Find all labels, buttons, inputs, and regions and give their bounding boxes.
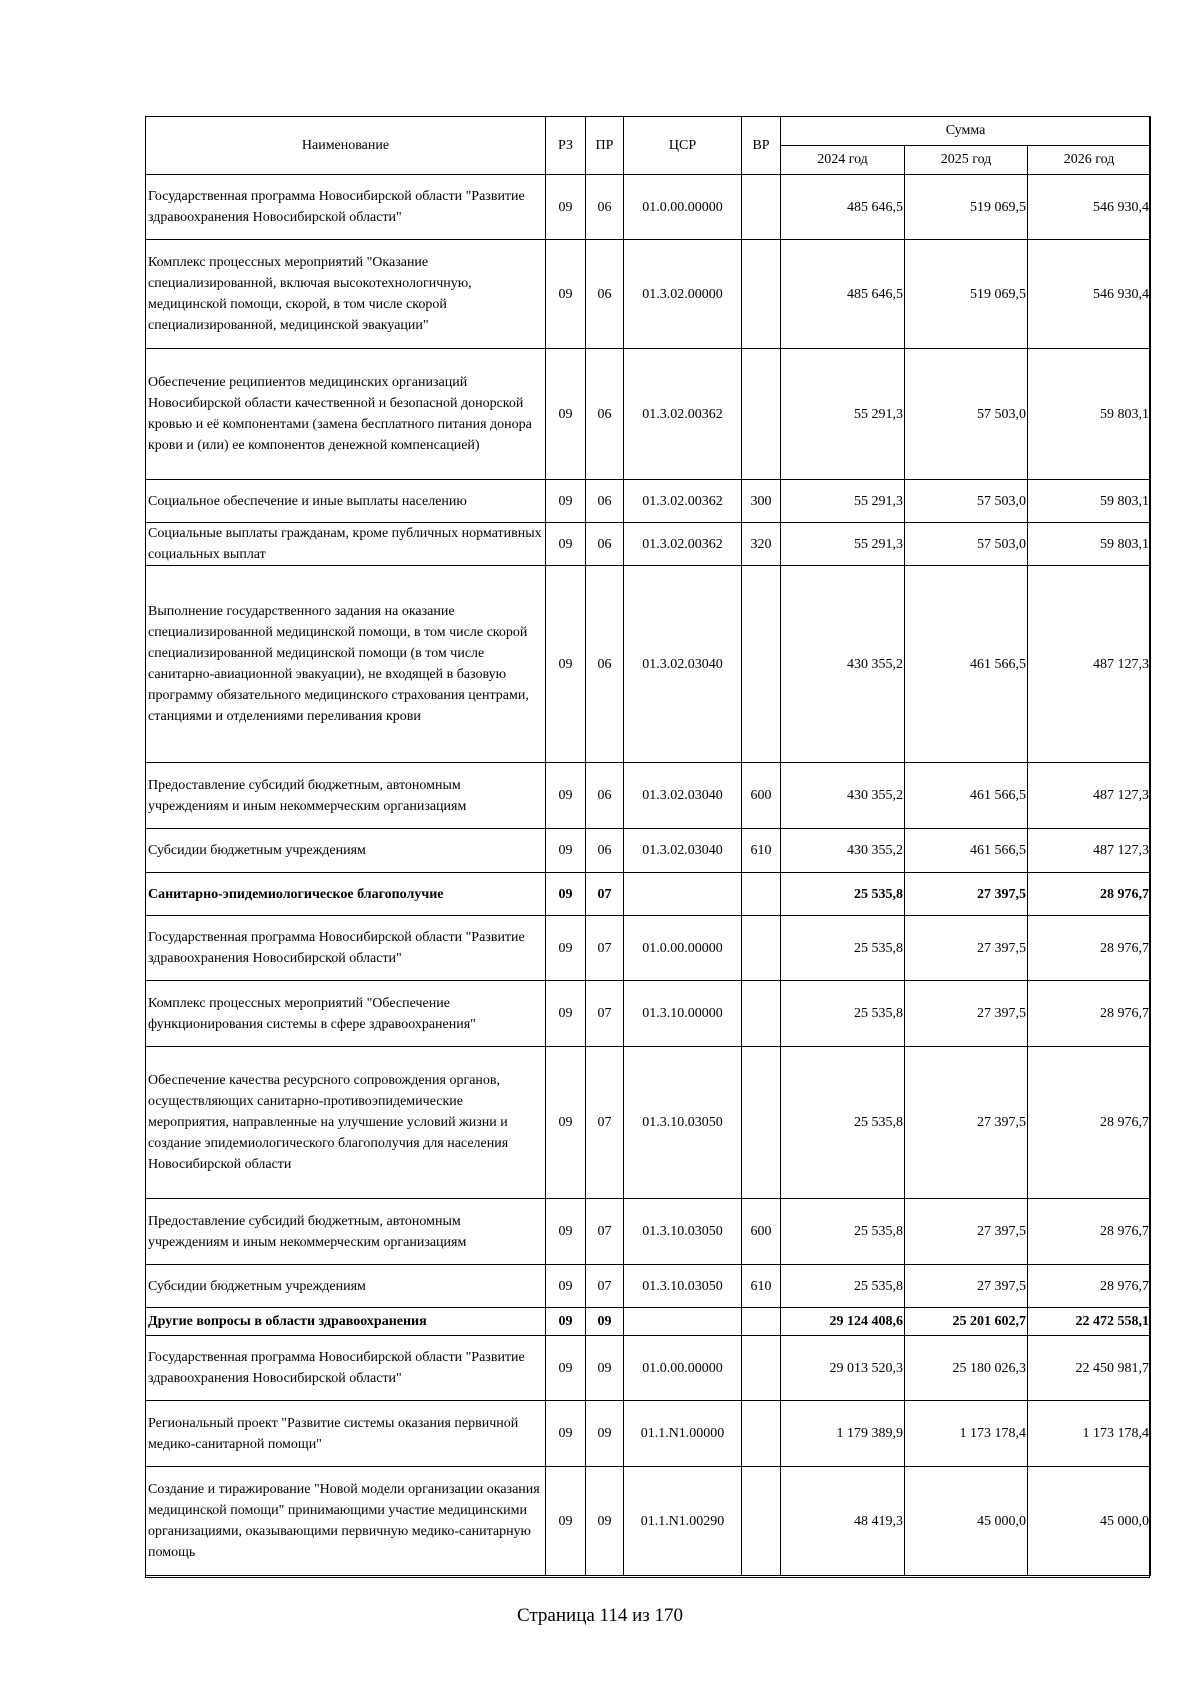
- row-sum-2026: 22 450 981,7: [1028, 1336, 1151, 1401]
- row-name: Комплекс процессных мероприятий "Обеспечение функционирования системы в сфере здравоохранения": [146, 981, 546, 1047]
- row-sum-2024: 430 355,2: [781, 763, 905, 829]
- row-sum-2026: 487 127,3: [1028, 566, 1151, 763]
- row-pr: 06: [586, 763, 624, 829]
- row-sum-2026: 45 000,0: [1028, 1467, 1151, 1576]
- row-sum-2024: 48 419,3: [781, 1467, 905, 1576]
- row-rz: 09: [546, 240, 586, 349]
- row-sum-2025: 25 201 602,7: [905, 1308, 1028, 1336]
- row-pr: 07: [586, 981, 624, 1047]
- row-rz: 09: [546, 523, 586, 566]
- row-sum-2025: 27 397,5: [905, 873, 1028, 916]
- row-sum-2024: 55 291,3: [781, 523, 905, 566]
- row-sum-2026: 59 803,1: [1028, 349, 1151, 480]
- row-rz: 09: [546, 175, 586, 240]
- row-sum-2024: 55 291,3: [781, 349, 905, 480]
- table-row: [146, 240, 1151, 349]
- row-name: Государственная программа Новосибирской области "Развитие здравоохранения Новосибирской области": [146, 175, 546, 240]
- row-sum-2025: 25 180 026,3: [905, 1336, 1028, 1401]
- row-pr: 06: [586, 240, 624, 349]
- row-sum-2026: 59 803,1: [1028, 523, 1151, 566]
- row-vr: [742, 240, 781, 349]
- table-row: [146, 1467, 1151, 1576]
- row-csr: [624, 873, 742, 916]
- row-name: Обеспечение реципиентов медицинских организаций Новосибирской области качественной и безопасной донорской кровью и её компонентами (замена бесплатного питания донора крови и (или) ее компонентов денежной компенсацией): [146, 349, 546, 480]
- row-sum-2026: 59 803,1: [1028, 480, 1151, 523]
- row-vr: [742, 1047, 781, 1199]
- table-header: [146, 117, 1151, 175]
- row-sum-2026: 1 173 178,4: [1028, 1401, 1151, 1467]
- row-csr: 01.3.02.03040: [624, 566, 742, 763]
- row-sum-2025: 45 000,0: [905, 1467, 1028, 1576]
- header-pr: ПР: [586, 117, 624, 175]
- row-sum-2024: 485 646,5: [781, 240, 905, 349]
- row-name: Социальные выплаты гражданам, кроме публичных нормативных социальных выплат: [146, 523, 546, 566]
- table-row: [146, 1401, 1151, 1467]
- row-name: Социальное обеспечение и иные выплаты населению: [146, 480, 546, 523]
- row-pr: 07: [586, 916, 624, 981]
- row-sum-2025: 27 397,5: [905, 1047, 1028, 1199]
- row-vr: [742, 566, 781, 763]
- table-row: [146, 349, 1151, 480]
- row-vr: 610: [742, 829, 781, 873]
- row-sum-2025: 27 397,5: [905, 916, 1028, 981]
- row-sum-2024: 55 291,3: [781, 480, 905, 523]
- row-pr: 06: [586, 175, 624, 240]
- row-rz: 09: [546, 480, 586, 523]
- row-sum-2024: 25 535,8: [781, 1199, 905, 1265]
- row-rz: 09: [546, 763, 586, 829]
- row-vr: [742, 1336, 781, 1401]
- row-pr: 06: [586, 829, 624, 873]
- header-rz: РЗ: [546, 117, 586, 175]
- row-pr: 09: [586, 1336, 624, 1401]
- header-2026: 2026 год: [1028, 146, 1151, 175]
- header-vr: ВР: [742, 117, 781, 175]
- row-sum-2025: 27 397,5: [905, 1265, 1028, 1308]
- row-pr: 06: [586, 566, 624, 763]
- header-csr: ЦСР: [624, 117, 742, 175]
- table-row: [146, 1336, 1151, 1401]
- row-pr: 07: [586, 1265, 624, 1308]
- row-sum-2026: 28 976,7: [1028, 1047, 1151, 1199]
- row-rz: 09: [546, 1047, 586, 1199]
- row-name: Региональный проект "Развитие системы оказания первичной медико-санитарной помощи": [146, 1401, 546, 1467]
- row-pr: 09: [586, 1467, 624, 1576]
- row-sum-2024: 29 124 408,6: [781, 1308, 905, 1336]
- row-name: Субсидии бюджетным учреждениям: [146, 829, 546, 873]
- row-sum-2024: 1 179 389,9: [781, 1401, 905, 1467]
- table-row: [146, 1265, 1151, 1308]
- row-pr: 06: [586, 349, 624, 480]
- row-pr: 06: [586, 523, 624, 566]
- row-pr: 06: [586, 480, 624, 523]
- row-rz: 09: [546, 349, 586, 480]
- row-csr: 01.3.02.03040: [624, 829, 742, 873]
- row-csr: 01.3.02.03040: [624, 763, 742, 829]
- table-row: [146, 480, 1151, 523]
- table-row: [146, 763, 1151, 829]
- header-sum: Сумма: [781, 117, 1151, 146]
- row-csr: 01.1.N1.00000: [624, 1401, 742, 1467]
- row-name: Выполнение государственного задания на оказание специализированной медицинской помощи, в том числе скорой специализированной медицинской помощи (в том числе санитарно-авиационной эвакуации), не входящей в базовую программу обязательного медицинского страхования центрами, станциями и отделениями переливания крови: [146, 566, 546, 763]
- row-name: Государственная программа Новосибирской области "Развитие здравоохранения Новосибирской области": [146, 1336, 546, 1401]
- row-vr: [742, 175, 781, 240]
- table-row: [146, 175, 1151, 240]
- row-pr: 07: [586, 1199, 624, 1265]
- row-sum-2025: 461 566,5: [905, 763, 1028, 829]
- table-row: [146, 981, 1151, 1047]
- table-row: [146, 1199, 1151, 1265]
- row-csr: 01.3.02.00362: [624, 349, 742, 480]
- row-sum-2024: 25 535,8: [781, 981, 905, 1047]
- row-sum-2026: 28 976,7: [1028, 916, 1151, 981]
- row-csr: 01.3.02.00362: [624, 523, 742, 566]
- row-sum-2024: 29 013 520,3: [781, 1336, 905, 1401]
- page-number: Страница 114 из 170: [516, 1605, 684, 1626]
- row-sum-2025: 57 503,0: [905, 523, 1028, 566]
- row-sum-2026: 28 976,7: [1028, 981, 1151, 1047]
- row-csr: 01.0.00.00000: [624, 1336, 742, 1401]
- table-row: [146, 1047, 1151, 1199]
- row-rz: 09: [546, 1265, 586, 1308]
- row-vr: 600: [742, 1199, 781, 1265]
- row-rz: 09: [546, 873, 586, 916]
- row-sum-2025: 1 173 178,4: [905, 1401, 1028, 1467]
- row-sum-2024: 25 535,8: [781, 873, 905, 916]
- row-csr: 01.3.10.03050: [624, 1265, 742, 1308]
- row-rz: 09: [546, 1336, 586, 1401]
- row-pr: 09: [586, 1401, 624, 1467]
- row-sum-2026: 22 472 558,1: [1028, 1308, 1151, 1336]
- row-csr: 01.0.00.00000: [624, 916, 742, 981]
- row-vr: [742, 1401, 781, 1467]
- row-pr: 07: [586, 1047, 624, 1199]
- row-csr: 01.3.10.00000: [624, 981, 742, 1047]
- row-rz: 09: [546, 829, 586, 873]
- row-sum-2025: 27 397,5: [905, 981, 1028, 1047]
- row-csr: 01.1.N1.00290: [624, 1467, 742, 1576]
- row-vr: [742, 873, 781, 916]
- row-rz: 09: [546, 1401, 586, 1467]
- row-name: Субсидии бюджетным учреждениям: [146, 1265, 546, 1308]
- budget-table: [145, 116, 1151, 1576]
- row-csr: 01.3.02.00362: [624, 480, 742, 523]
- table-row: [146, 566, 1151, 763]
- row-vr: 300: [742, 480, 781, 523]
- table-row: [146, 873, 1151, 916]
- row-name: Санитарно-эпидемиологическое благополучие: [146, 873, 546, 916]
- row-vr: [742, 1467, 781, 1576]
- row-name: Другие вопросы в области здравоохранения: [146, 1308, 546, 1336]
- row-sum-2026: 28 976,7: [1028, 1199, 1151, 1265]
- row-pr: 09: [586, 1308, 624, 1336]
- row-sum-2025: 461 566,5: [905, 829, 1028, 873]
- row-vr: [742, 349, 781, 480]
- row-sum-2024: 430 355,2: [781, 566, 905, 763]
- table-row: [146, 916, 1151, 981]
- row-rz: 09: [546, 1199, 586, 1265]
- row-pr: 07: [586, 873, 624, 916]
- row-sum-2026: 546 930,4: [1028, 175, 1151, 240]
- table-row: [146, 523, 1151, 566]
- header-2025: 2025 год: [905, 146, 1028, 175]
- row-csr: 01.3.10.03050: [624, 1047, 742, 1199]
- row-vr: 320: [742, 523, 781, 566]
- row-csr: 01.3.10.03050: [624, 1199, 742, 1265]
- row-name: Предоставление субсидий бюджетным, автономным учреждениям и иным некоммерческим организациям: [146, 763, 546, 829]
- row-csr: 01.3.02.00000: [624, 240, 742, 349]
- row-sum-2026: 487 127,3: [1028, 829, 1151, 873]
- header-name: Наименование: [146, 117, 546, 175]
- row-sum-2025: 57 503,0: [905, 480, 1028, 523]
- table-row: [146, 1308, 1151, 1336]
- row-sum-2026: 546 930,4: [1028, 240, 1151, 349]
- row-sum-2025: 519 069,5: [905, 175, 1028, 240]
- row-sum-2026: 28 976,7: [1028, 1265, 1151, 1308]
- row-sum-2026: 28 976,7: [1028, 873, 1151, 916]
- row-rz: 09: [546, 1467, 586, 1576]
- row-csr: [624, 1308, 742, 1336]
- row-sum-2024: 25 535,8: [781, 1265, 905, 1308]
- row-sum-2025: 57 503,0: [905, 349, 1028, 480]
- row-sum-2024: 25 535,8: [781, 916, 905, 981]
- row-rz: 09: [546, 916, 586, 981]
- table-body: [146, 175, 1151, 1576]
- row-name: Создание и тиражирование "Новой модели организации оказания медицинской помощи" принимающими участие медицинскими организациями, оказывающими первичную медико-санитарную помощь: [146, 1467, 546, 1576]
- row-vr: 600: [742, 763, 781, 829]
- row-sum-2024: 25 535,8: [781, 1047, 905, 1199]
- row-sum-2025: 27 397,5: [905, 1199, 1028, 1265]
- row-rz: 09: [546, 566, 586, 763]
- row-sum-2026: 487 127,3: [1028, 763, 1151, 829]
- table-row: [146, 829, 1151, 873]
- row-vr: 610: [742, 1265, 781, 1308]
- row-name: Комплекс процессных мероприятий "Оказание специализированной, включая высокотехнологичную, медицинской помощи, скорой, в том числе скорой специализированной, медицинской эвакуации": [146, 240, 546, 349]
- row-csr: 01.0.00.00000: [624, 175, 742, 240]
- row-rz: 09: [546, 1308, 586, 1336]
- row-name: Государственная программа Новосибирской области "Развитие здравоохранения Новосибирской области": [146, 916, 546, 981]
- row-vr: [742, 1308, 781, 1336]
- row-sum-2025: 461 566,5: [905, 566, 1028, 763]
- row-sum-2024: 485 646,5: [781, 175, 905, 240]
- row-vr: [742, 981, 781, 1047]
- row-sum-2025: 519 069,5: [905, 240, 1028, 349]
- row-sum-2024: 430 355,2: [781, 829, 905, 873]
- row-name: Обеспечение качества ресурсного сопровождения органов, осуществляющих санитарно-противоэпидемические мероприятия, направленные на улучшение условий жизни и создание эпидемиологического благополучия для населения Новосибирской области: [146, 1047, 546, 1199]
- row-vr: [742, 916, 781, 981]
- row-name: Предоставление субсидий бюджетным, автономным учреждениям и иным некоммерческим организациям: [146, 1199, 546, 1265]
- row-rz: 09: [546, 981, 586, 1047]
- header-2024: 2024 год: [781, 146, 905, 175]
